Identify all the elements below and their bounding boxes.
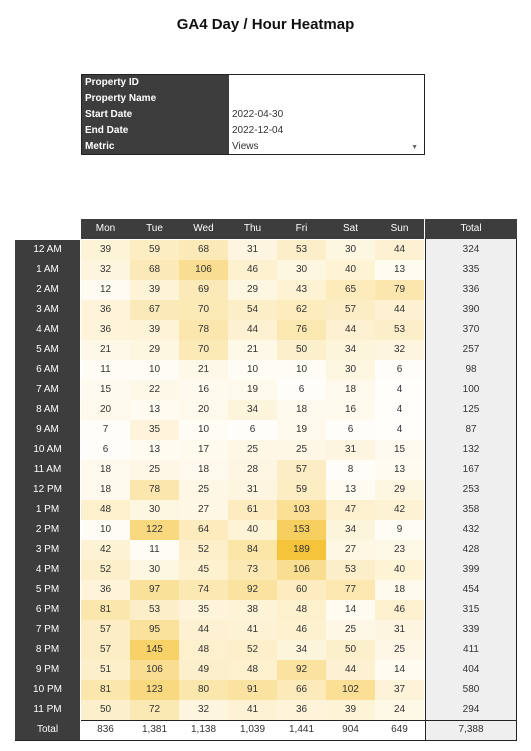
heatmap-cell: 10 [130,360,179,380]
heatmap-cell: 122 [130,520,179,540]
row-total: 98 [465,364,477,375]
heatmap-cell: 62 [277,300,326,320]
heatmap-cell: 40 [375,560,424,580]
heatmap-cell: 29 [228,280,277,300]
heatmap-cell: 70 [179,340,228,360]
label-start-date: Start Date [85,109,133,120]
heatmap-cell: 31 [326,440,375,460]
heatmap-cell: 46 [277,620,326,640]
row-total: 100 [462,384,480,395]
heatmap-cell: 61 [228,500,277,520]
heatmap-cell: 42 [375,500,424,520]
heatmap-cell: 48 [179,640,228,660]
heatmap-cell: 35 [179,600,228,620]
heatmap-cell: 77 [326,580,375,600]
heatmap-cell: 72 [130,700,179,720]
column-header-wed: Wed [179,219,228,239]
heatmap-cell: 106 [179,260,228,280]
heatmap-cell: 53 [375,320,424,340]
end-date-field[interactable]: 2022-12-04 [232,125,284,136]
row-total: 315 [462,604,480,615]
heatmap-cell: 53 [130,600,179,620]
heatmap-cell: 44 [228,320,277,340]
heatmap-cell: 52 [179,540,228,560]
heatmap-cell: 11 [130,540,179,560]
start-date-field[interactable]: 2022-04-30 [232,109,284,120]
heatmap-cell: 10 [277,360,326,380]
heatmap-cell: 44 [375,300,424,320]
column-total: 1,381 [141,724,168,735]
row-total: 87 [465,424,477,435]
row-total: 411 [463,644,479,655]
row-header: 10 AM [15,440,80,460]
heatmap-cell: 18 [375,580,424,600]
row-total: 428 [462,544,480,555]
heatmap-cell: 92 [228,580,277,600]
heatmap-cell: 44 [326,660,375,680]
heatmap-cell: 13 [130,400,179,420]
heatmap-cell: 40 [228,520,277,540]
heatmap-cell: 16 [179,380,228,400]
heatmap-cell: 30 [326,360,375,380]
heatmap-cell: 59 [130,240,179,260]
row-header: 3 AM [15,300,80,320]
heatmap-cell: 6 [326,420,375,440]
row-total: 370 [462,324,480,335]
row-total: 257 [462,344,480,355]
heatmap-cell: 10 [81,520,130,540]
row-header: 4 AM [15,320,80,340]
heatmap-cell: 59 [277,480,326,500]
heatmap-cell: 68 [130,260,179,280]
heatmap-cell: 106 [277,560,326,580]
column-total: 1,441 [288,724,315,735]
parameter-values [229,75,424,154]
heatmap-cell: 36 [81,320,130,340]
column-header-sun: Sun [375,219,424,239]
heatmap-cell: 50 [81,700,130,720]
heatmap-cell: 44 [326,320,375,340]
heatmap-cell: 21 [81,340,130,360]
heatmap-cell: 45 [179,560,228,580]
row-total: 336 [462,284,480,295]
column-total: 649 [391,724,408,735]
heatmap-cell: 38 [228,600,277,620]
heatmap-cell: 28 [228,460,277,480]
heatmap-cell: 95 [130,620,179,640]
heatmap-cell: 21 [228,340,277,360]
column-header-thu: Thu [228,219,277,239]
row-header: 8 AM [15,400,80,420]
heatmap-cell: 39 [81,240,130,260]
heatmap-cell: 47 [326,500,375,520]
heatmap-cell: 39 [326,700,375,720]
heatmap-cell: 30 [130,560,179,580]
heatmap-cell: 51 [81,660,130,680]
heatmap-cell: 35 [130,420,179,440]
heatmap-cell: 12 [81,280,130,300]
row-total: 324 [462,244,480,255]
heatmap-cell: 64 [179,520,228,540]
heatmap-cell: 27 [326,540,375,560]
heatmap-cell: 78 [130,480,179,500]
heatmap-cell: 25 [277,440,326,460]
bottom-border [15,740,517,741]
row-header: 6 AM [15,360,80,380]
property-id-field[interactable] [229,75,424,91]
row-total: 339 [462,624,480,635]
heatmap-cell: 70 [179,300,228,320]
heatmap-cell: 13 [130,440,179,460]
label-metric: Metric [85,141,115,152]
row-header: 5 PM [15,580,80,600]
row-header: 5 AM [15,340,80,360]
heatmap-cell: 10 [179,420,228,440]
column-total: 836 [97,724,114,735]
row-total: 125 [462,404,480,415]
heatmap-cell: 30 [277,260,326,280]
column-header-total: Total [425,219,517,239]
grand-total: 7,388 [458,724,484,735]
heatmap-cell: 17 [179,440,228,460]
row-total: 132 [462,444,480,455]
heatmap-cell: 46 [375,600,424,620]
heatmap-cell: 19 [277,420,326,440]
heatmap-cell: 18 [326,380,375,400]
heatmap-cell: 52 [228,640,277,660]
heatmap-cell: 153 [277,520,326,540]
heatmap-cell: 31 [228,240,277,260]
heatmap-cell: 25 [326,620,375,640]
heatmap-cell: 16 [326,400,375,420]
heatmap-cell: 6 [375,360,424,380]
heatmap-cell: 48 [228,660,277,680]
heatmap-cell: 66 [277,680,326,700]
heatmap-cell: 30 [326,240,375,260]
parameter-labels [82,75,229,154]
heatmap-cell: 4 [375,380,424,400]
heatmap-cell: 11 [81,360,130,380]
row-header: 7 PM [15,620,80,640]
heatmap-cell: 50 [326,640,375,660]
row-header: 10 PM [15,680,80,700]
heatmap-cell: 29 [375,480,424,500]
heatmap-cell: 44 [179,620,228,640]
heatmap-cell: 36 [277,700,326,720]
heatmap-cell: 39 [130,280,179,300]
heatmap-cell: 32 [375,340,424,360]
heatmap-cell: 54 [228,300,277,320]
row-header: 8 PM [15,640,80,660]
heatmap-cell: 18 [179,460,228,480]
heatmap-cell: 92 [277,660,326,680]
row-header: 1 AM [15,260,80,280]
heatmap-cell: 123 [130,680,179,700]
heatmap-cell: 4 [375,400,424,420]
heatmap-cell: 25 [130,460,179,480]
heatmap-cell: 37 [375,680,424,700]
heatmap-cell: 84 [228,540,277,560]
total-row-label: Total [15,720,80,740]
heatmap-cell: 34 [326,340,375,360]
chevron-down-icon[interactable]: ▼ [411,144,418,151]
heatmap-cell: 40 [326,260,375,280]
heatmap-cell: 20 [179,400,228,420]
heatmap-cell: 6 [277,380,326,400]
row-header: 4 PM [15,560,80,580]
heatmap-cell: 81 [81,680,130,700]
heatmap-cell: 46 [228,260,277,280]
heatmap-cell: 189 [277,540,326,560]
heatmap-cell: 25 [179,480,228,500]
heatmap-cell: 103 [277,500,326,520]
heatmap-cell: 21 [179,360,228,380]
heatmap-cell: 57 [81,620,130,640]
column-total: 1,039 [239,724,266,735]
page-title: GA4 Day / Hour Heatmap [176,16,355,33]
row-total: 294 [462,704,480,715]
heatmap-cell: 91 [228,680,277,700]
heatmap-cell: 41 [228,620,277,640]
heatmap-cell: 27 [179,500,228,520]
label-property-name: Property Name [85,93,157,104]
heatmap-cell: 25 [375,640,424,660]
heatmap-cell: 7 [81,420,130,440]
row-total: 335 [462,264,480,275]
row-header: 12 PM [15,480,80,500]
heatmap-cell: 53 [326,560,375,580]
heatmap-cell: 23 [375,540,424,560]
heatmap-cell: 18 [277,400,326,420]
heatmap-cell: 18 [81,480,130,500]
heatmap-cell: 19 [228,380,277,400]
parameters-table [81,74,425,155]
heatmap-cell: 15 [375,440,424,460]
heatmap-cell: 29 [130,340,179,360]
heatmap-cell: 10 [228,360,277,380]
heatmap-cell: 106 [130,660,179,680]
heatmap-cell: 13 [326,480,375,500]
heatmap-cell: 13 [375,260,424,280]
label-end-date: End Date [85,125,129,136]
row-total: 390 [462,304,480,315]
heatmap-cell: 44 [375,240,424,260]
heatmap-cell: 41 [228,700,277,720]
heatmap-cell: 8 [326,460,375,480]
column-header-tue: Tue [130,219,179,239]
heatmap-cell: 42 [81,540,130,560]
heatmap-cell: 67 [130,300,179,320]
heatmap-cell: 79 [375,280,424,300]
row-header: 2 AM [15,280,80,300]
heatmap-cell: 49 [179,660,228,680]
heatmap-cell: 39 [130,320,179,340]
label-property-id: Property ID [85,77,139,88]
heatmap-cell: 32 [179,700,228,720]
heatmap-cell: 15 [81,380,130,400]
heatmap-cell: 6 [228,420,277,440]
heatmap-cell: 9 [375,520,424,540]
row-total: 253 [462,484,480,495]
row-header: 1 PM [15,500,80,520]
heatmap-cell: 36 [81,580,130,600]
heatmap-cell: 73 [228,560,277,580]
heatmap-cell: 34 [228,400,277,420]
row-header: 7 AM [15,380,80,400]
property-name-field[interactable] [229,91,424,107]
heatmap-cell: 102 [326,680,375,700]
total-divider [81,720,517,721]
heatmap-cell: 25 [228,440,277,460]
column-header-mon: Mon [81,219,130,239]
row-header: 12 AM [15,240,80,260]
row-total: 454 [462,584,480,595]
row-total: 580 [462,684,480,695]
heatmap-cell: 81 [81,600,130,620]
heatmap-cell: 18 [81,460,130,480]
heatmap-cell: 4 [375,420,424,440]
heatmap-cell: 24 [375,700,424,720]
heatmap-cell: 48 [81,500,130,520]
heatmap-cell: 60 [277,580,326,600]
row-total: 167 [462,464,480,475]
row-header: 11 AM [15,460,80,480]
row-total: 404 [462,664,480,675]
heatmap-cell: 20 [81,400,130,420]
heatmap-cell: 53 [277,240,326,260]
column-header-sat: Sat [326,219,375,239]
heatmap-cell: 32 [81,260,130,280]
column-total: 904 [342,724,359,735]
row-header: 9 AM [15,420,80,440]
column-header-fri: Fri [277,219,326,239]
heatmap-cell: 57 [326,300,375,320]
heatmap-cell: 31 [375,620,424,640]
row-total: 432 [462,524,480,535]
heatmap-cell: 78 [179,320,228,340]
heatmap-cell: 65 [326,280,375,300]
heatmap-cell: 14 [375,660,424,680]
heatmap-cell: 76 [277,320,326,340]
heatmap-cell: 14 [326,600,375,620]
row-header: 11 PM [15,700,80,720]
row-header: 6 PM [15,600,80,620]
heatmap-cell: 48 [277,600,326,620]
heatmap-cell: 34 [277,640,326,660]
heatmap-cell: 30 [130,500,179,520]
heatmap-cell: 43 [277,280,326,300]
heatmap-cell: 69 [179,280,228,300]
heatmap-cell: 13 [375,460,424,480]
heatmap-cell: 145 [130,640,179,660]
heatmap-cell: 80 [179,680,228,700]
heatmap-cell: 34 [326,520,375,540]
row-total: 399 [462,564,480,575]
row-header: 2 PM [15,520,80,540]
heatmap-cell: 57 [277,460,326,480]
heatmap-cell: 97 [130,580,179,600]
heatmap-cell: 52 [81,560,130,580]
heatmap-cell: 74 [179,580,228,600]
metric-dropdown[interactable]: Views [232,141,259,152]
heatmap-cell: 22 [130,380,179,400]
heatmap-cell: 31 [228,480,277,500]
heatmap-cell: 57 [81,640,130,660]
heatmap-cell: 68 [179,240,228,260]
column-total: 1,138 [190,724,217,735]
heatmap-cell: 50 [277,340,326,360]
row-header: 3 PM [15,540,80,560]
row-total: 358 [462,504,480,515]
row-header: 9 PM [15,660,80,680]
heatmap-cell: 36 [81,300,130,320]
heatmap-cell: 6 [81,440,130,460]
